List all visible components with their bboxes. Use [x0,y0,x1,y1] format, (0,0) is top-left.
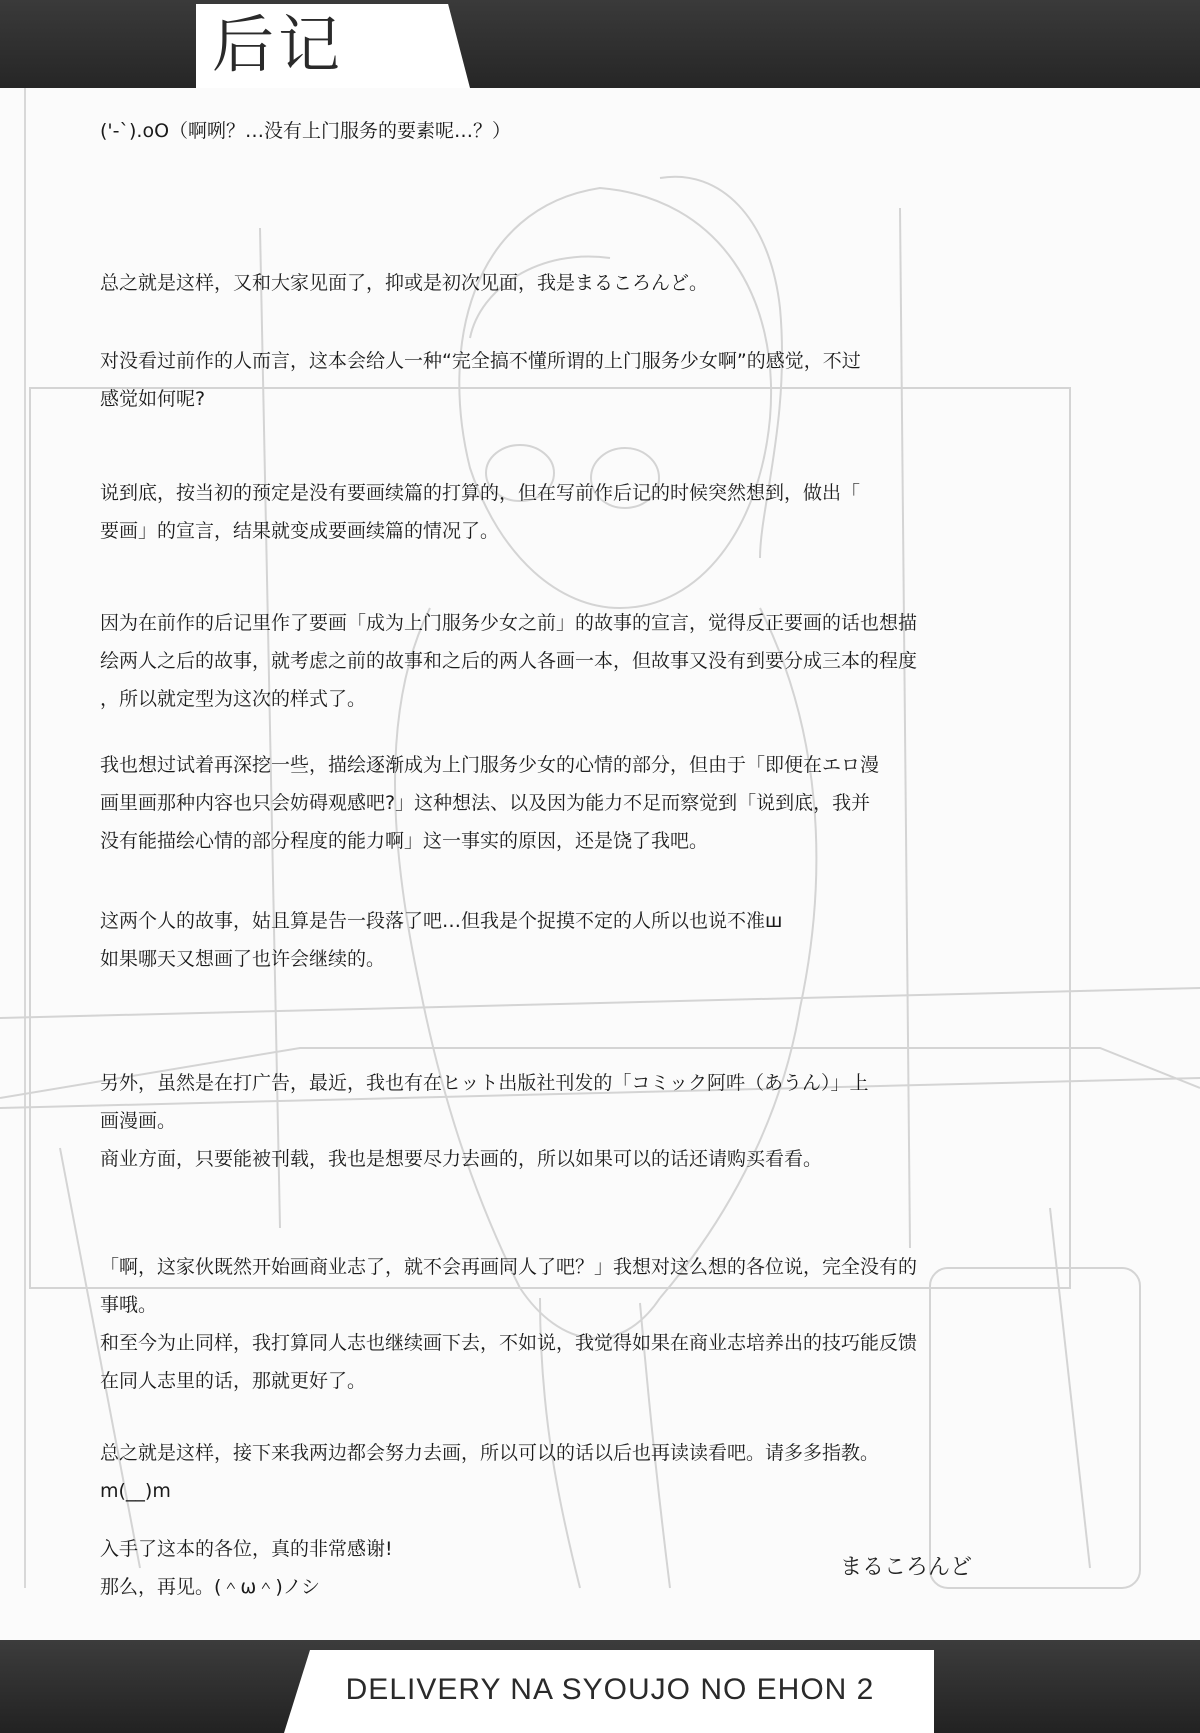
paragraph-story-conclusion: 这两个人的故事，姑且算是告一段落了吧…但我是个捉摸不定的人所以也说不准ш 如果哪天又想画了也许会继续的。 [100,910,783,970]
header-band [0,0,1200,88]
paragraph-greeting: 总之就是这样，又和大家见面了，抑或是初次见面，我是まるころんど。 [100,272,709,294]
paragraph-depth-reflection: 我也想过试着再深挖一些，描绘逐渐成为上门服务少女的心情的部分，但由于「即便在エロ漫 画里画那种内容也只会妨碍观感吧?」这种想法、以及因为能力不足而察觉到「说到底，我并 没有能描绘心情的部分程度的能力啊」这一事实的原因，还是饶了我吧。 [100,754,880,852]
paragraph-format-decision: 因为在前作的后记里作了要画「成为上门服务少女之前」的故事的宣言，觉得反正要画的话也想描 绘两人之后的故事，就考虑之前的故事和之后的两人各画一本，但故事又没有到要分成三本的程度 ，所以就定型为这次的样式了。 [100,612,918,710]
page-title: 后记 [212,8,345,81]
paragraph-thanks: 入手了这本的各位，真的非常感谢! 那么，再见。(＾ω＾)ノシ [100,1538,393,1598]
paragraph-commercial-ad: 另外，虽然是在打广告，最近，我也有在ヒット出版社刊发的「コミック阿吽（あうん）」上 画漫画。 商业方面，只要能被刊载，我也是想要尽力去画的，所以如果可以的话还请购买看看。 [100,1072,869,1170]
paragraph-prequel-note: 对没看过前作的人而言，这本会给人一种“完全搞不懂所谓的上门服务少女啊”的感觉，不过 感觉如何呢? [100,350,861,410]
book-title-footer: DELIVERY NA SYOUJO NO EHON 2 [345,1673,875,1706]
author-signature: まるころんど [840,1555,973,1580]
paragraph-closing: 总之就是这样，接下来我两边都会努力去画，所以可以的话以后也再读读看吧。请多多指教。 m(__)m [100,1442,880,1502]
paragraph-doujin-continue: 「啊，这家伙既然开始画商业志了，就不会再画同人了吧？」我想对这么想的各位说，完全没有的 事哦。 和至今为止同样，我打算同人志也继续画下去，不如说，我觉得如果在商业志培养出的技巧能反馈 在同人志里的话，那就更好了。 [100,1256,918,1392]
paragraph-sequel-plan: 说到底，按当初的预定是没有要画续篇的打算的，但在写前作后记的时候突然想到，做出「 要画」的宣言，结果就变成要画续篇的情况了。 [100,482,861,542]
paragraph-opening-emoticon: ('-`).oO（啊咧？…没有上门服务的要素呢…？） [100,120,512,142]
